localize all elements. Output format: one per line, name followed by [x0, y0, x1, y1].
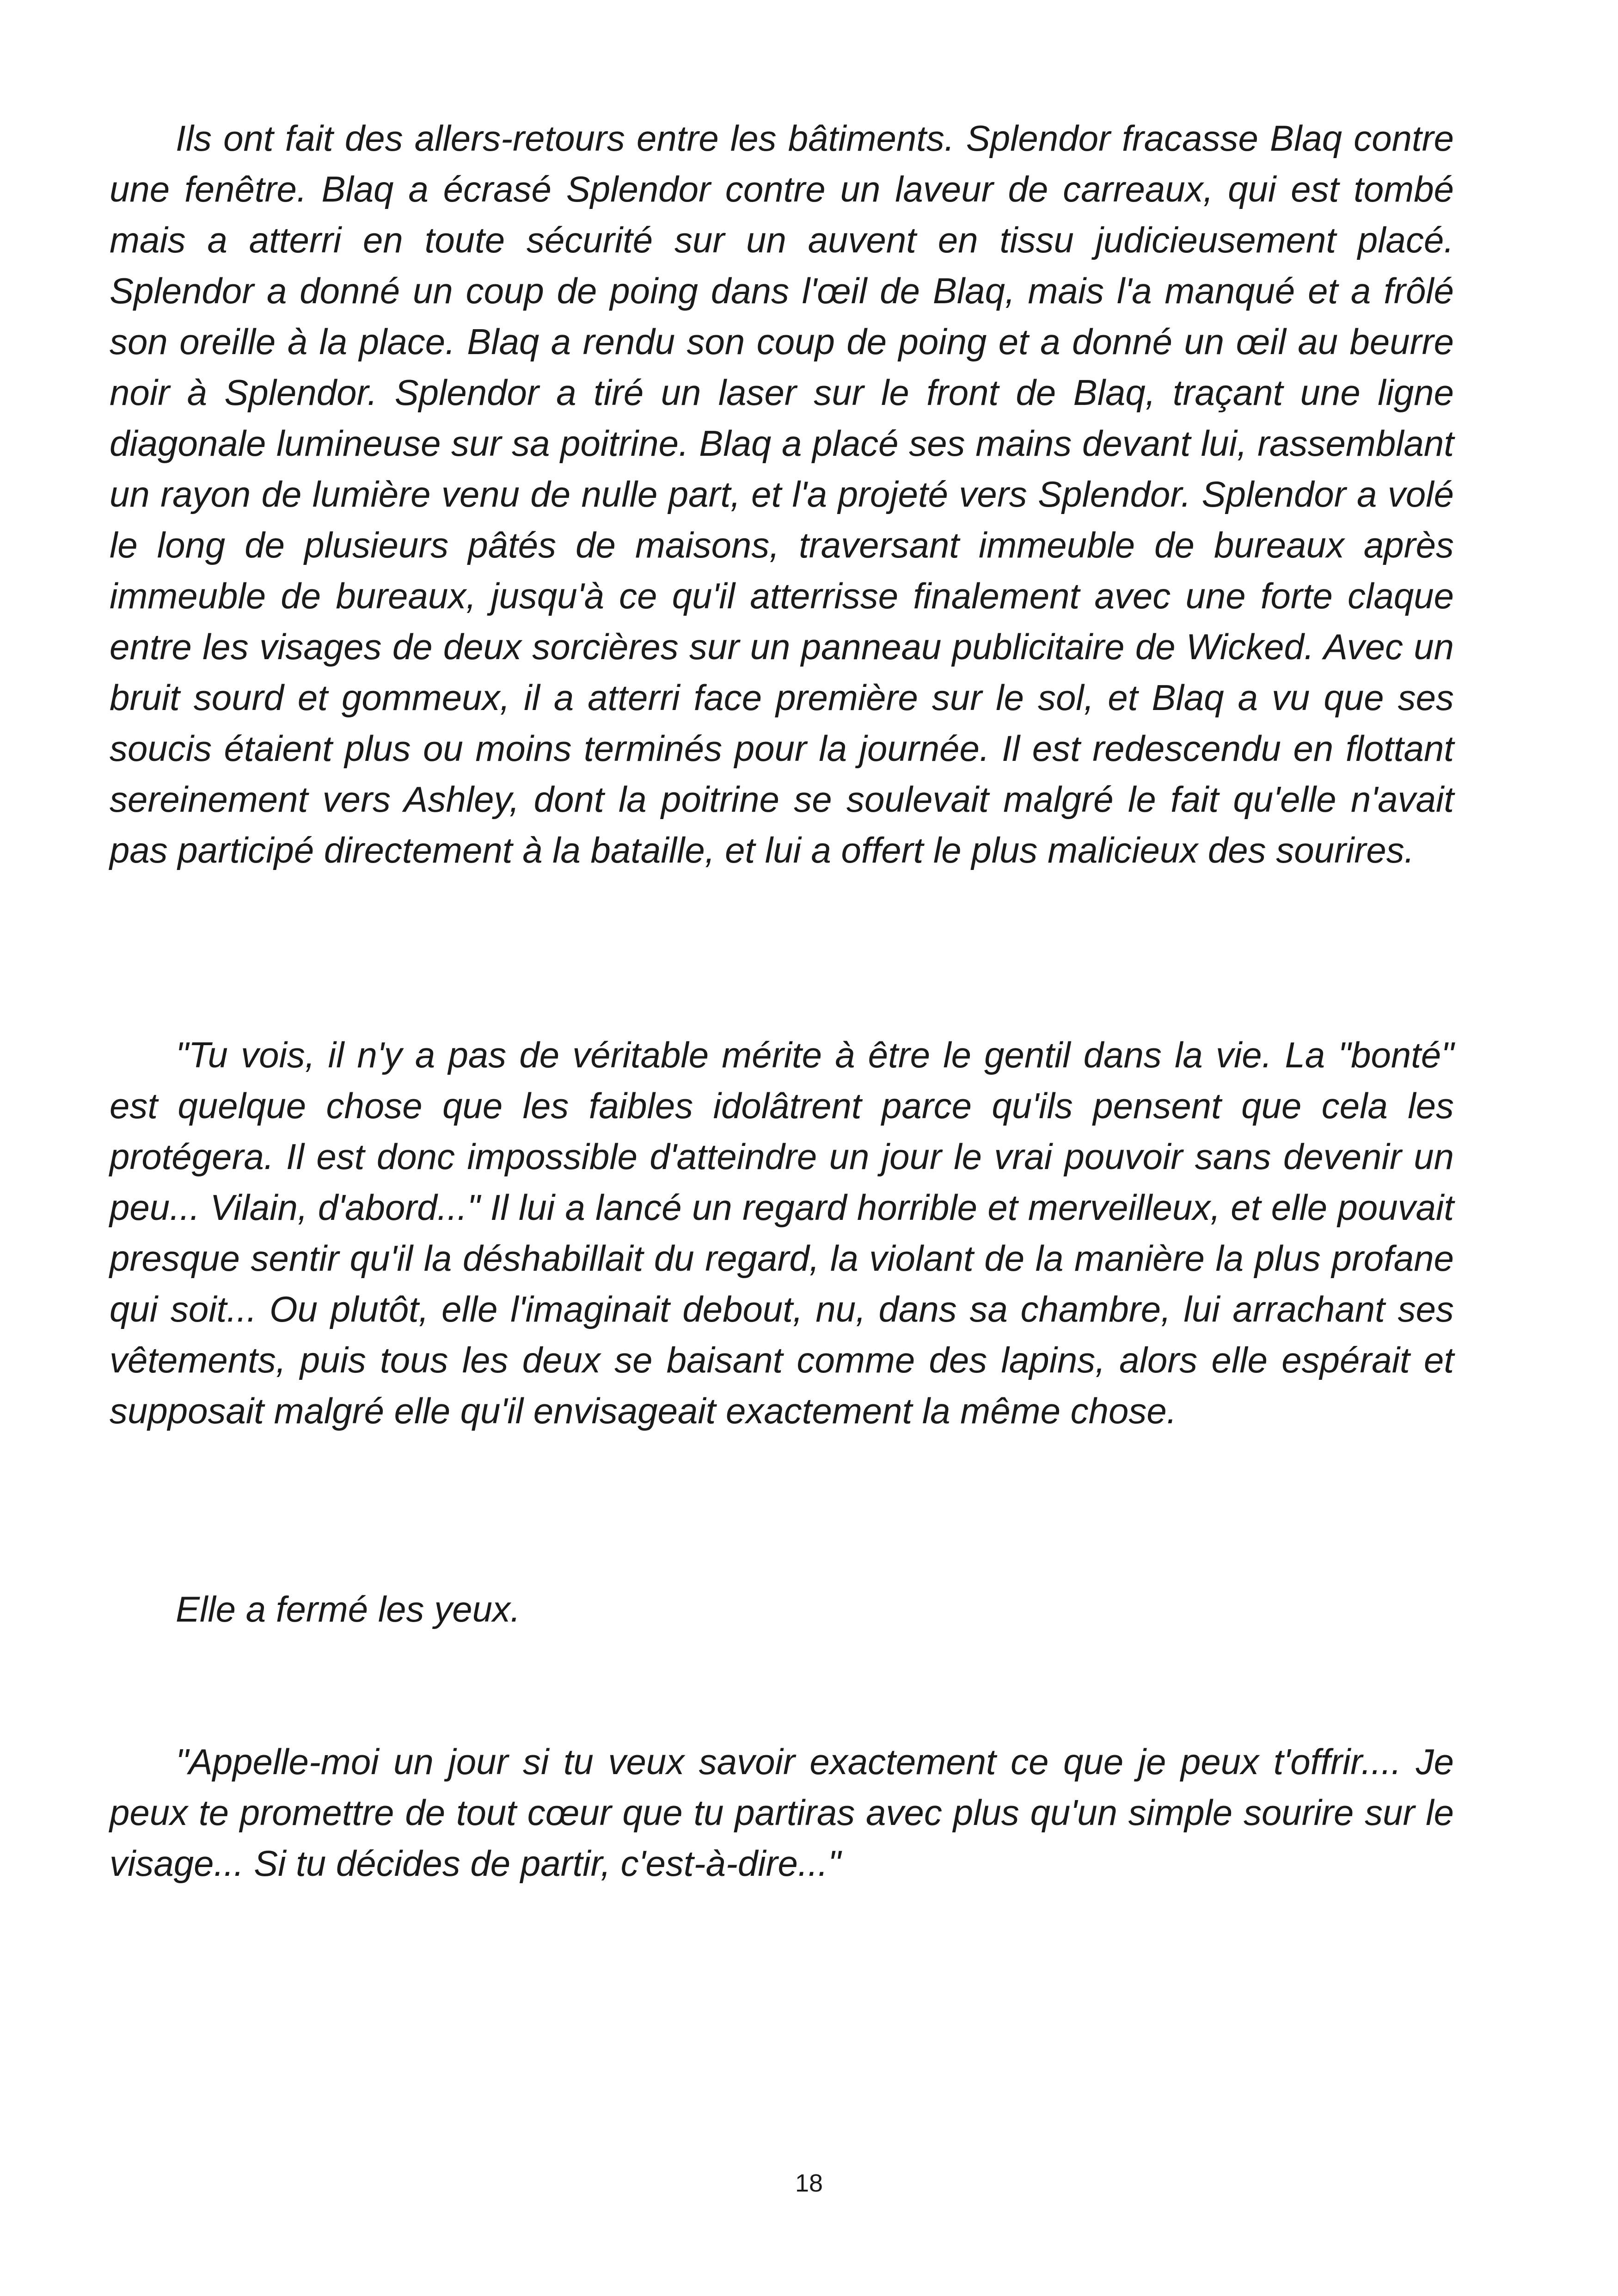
- paragraph-2: [110, 1029, 1454, 1436]
- paragraph-4: [110, 1736, 1454, 1889]
- paragraph-1: [110, 113, 1454, 876]
- paragraph-text: "Tu vois, il n'y a pas de véritable mérite à être le gentil dans la vie. La "bonté" est quelque chose que les faibles idolâtrent parce qu'ils pensent que cela les protégera. Il est donc impossible d'atteindre un jour le vrai pouvoir sans devenir un peu... Vilain, d'abord..." Il lui a lancé un regard horrible et merveilleux, et elle pouvait presque sentir qu'il la déshabillait du regard, la violant de la manière la plus profane qui soit... Ou plutôt, elle l'imaginait debout, nu, dans sa chambre, lui arrachant ses vêtements, puis tous les deux se baisant comme des lapins, alors elle espérait et supposait malgré elle qu'il envisageait exactement la même chose.: [110, 1035, 1454, 1431]
- paragraph-text: "Appelle-moi un jour si tu veux savoir exactement ce que je peux t'offrir.... Je peux te promettre de tout cœur que tu partiras avec plus qu'un simple sourire sur le visage... Si tu décides de partir, c'est-à-dire...": [110, 1741, 1454, 1884]
- paragraph-text: Ils ont fait des allers-retours entre les bâtiments. Splendor fracasse Blaq contre une fenêtre. Blaq a écrasé Splendor contre un laveur de carreaux, qui est tombé mais a atterri en toute sécurité sur un auvent en tissu judicieusement placé. Splendor a donné un coup de poing dans l'œil de Blaq, mais l'a manqué et a frôlé son oreille à la place. Blaq a rendu son coup de poing et a donné un œil au beurre noir à Splendor. Splendor a tiré un laser sur le front de Blaq, traçant une ligne diagonale lumineuse sur sa poitrine. Blaq a placé ses mains devant lui, rassemblant un rayon de lumière venu de nulle part, et l'a projeté vers Splendor. Splendor a volé le long de plusieurs pâtés de maisons, traversant immeuble de bureaux après immeuble de bureaux, jusqu'à ce qu'il atterrisse finalement avec une forte claque entre les visages de deux sorcières sur un panneau publicitaire de Wicked. Avec un bruit sourd et gommeux, il a atterri face première sur le sol, et Blaq a vu que ses soucis étaient plus ou moins terminés pour la journée. Il est redescendu en flottant sereinement vers Ashley, dont la poitrine se soulevait malgré le fait qu'elle n'avait pas participé directement à la bataille, et lui a offert le plus malicieux des sourires.: [110, 118, 1454, 870]
- paragraph-3: [110, 1584, 1454, 1635]
- page-number: 18: [795, 2169, 823, 2197]
- paragraph-text: Elle a fermé les yeux.: [176, 1589, 521, 1629]
